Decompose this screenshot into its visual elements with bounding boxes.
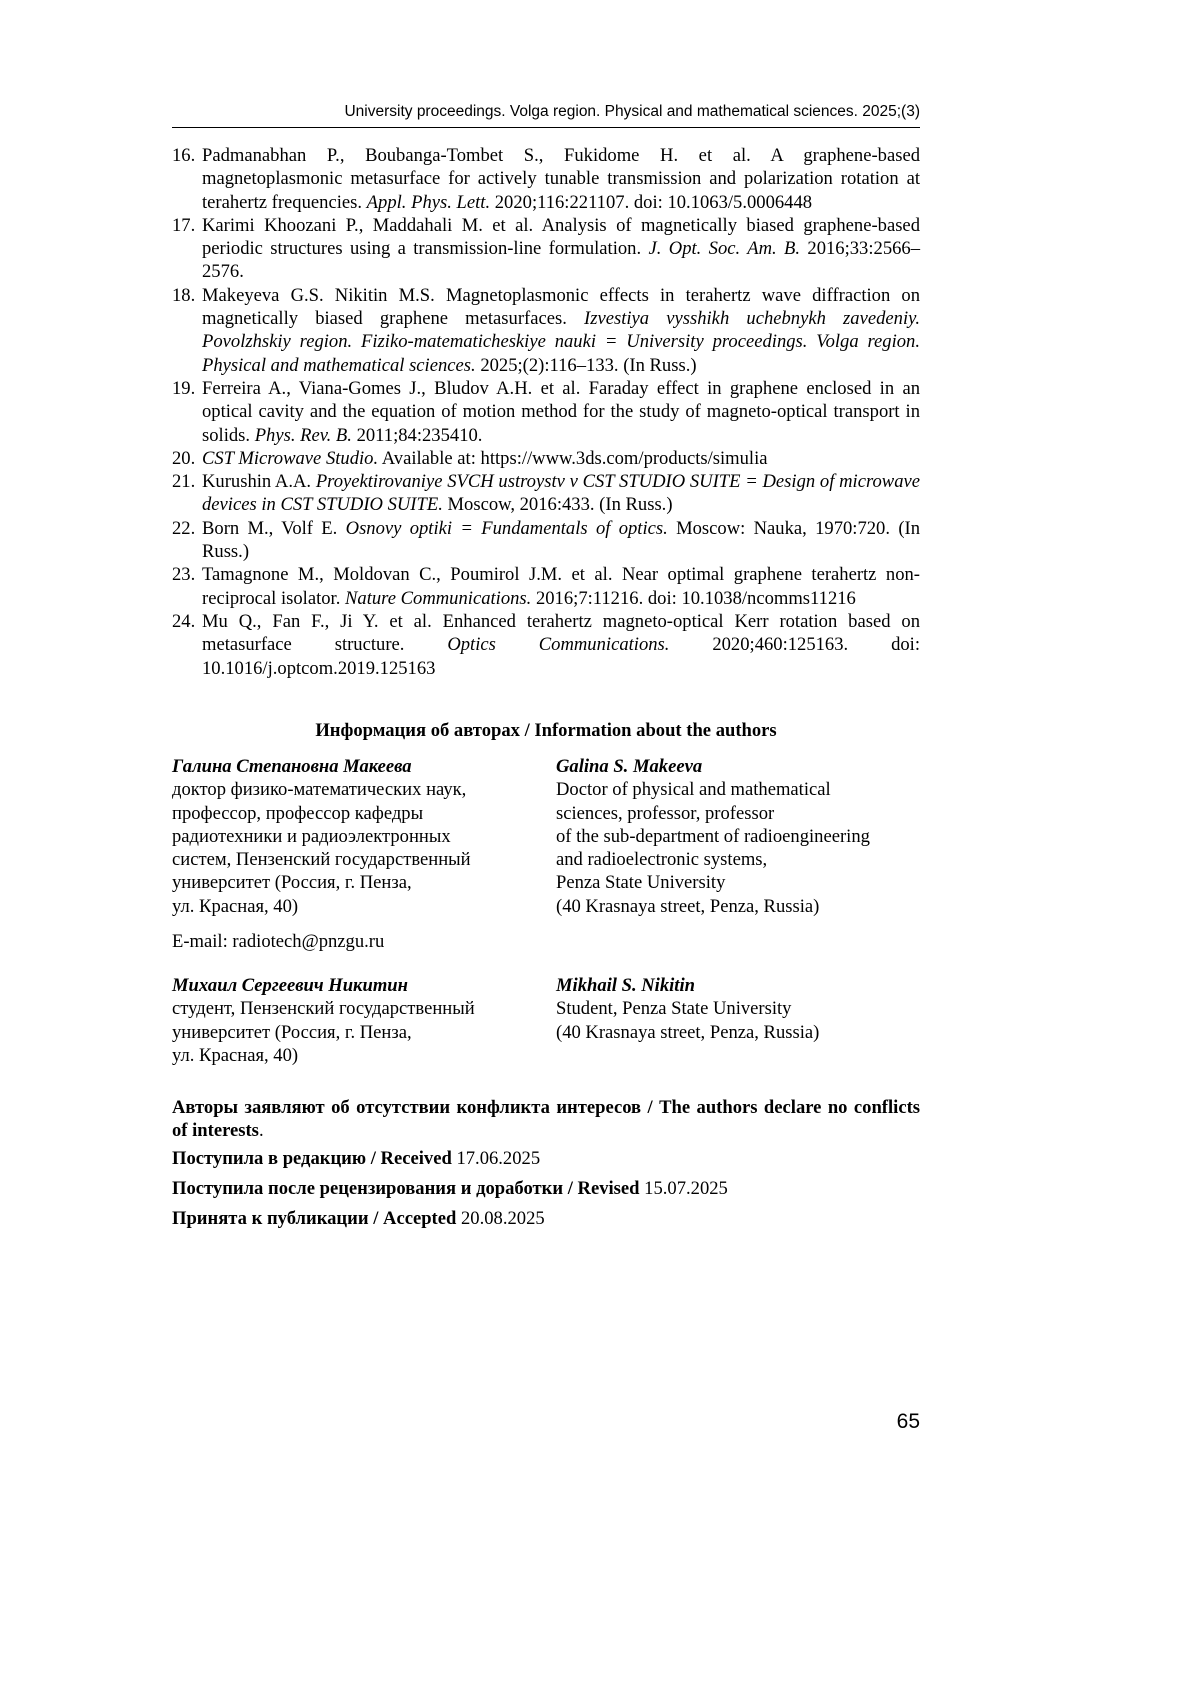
reference-text: Tamagnone M., Moldovan C., Poumirol J.M. et al. Near optimal graphene terahertz non-reciprocal isolator. (202, 564, 920, 609)
reference-item (172, 284, 920, 377)
reference-text: Karimi Khoozani P., Maddahali M. et al. Analysis of magnetically biased graphene-based periodic structures using a transmission-line formulation. (202, 214, 920, 260)
reference-text: Moscow, 2016:433. (In Russ.) (442, 494, 673, 516)
reference-text: 2020;460:125163. doi: 10.1016/j.optcom.2019.125163 (202, 634, 920, 679)
author1-ru-line: профессор, профессор кафедры (172, 802, 424, 824)
reference-source-italic: Nature Communications. (345, 587, 532, 609)
reference-text: Kurushin A.A. (202, 471, 316, 493)
reference-text: 2011;84:235410. (351, 424, 483, 446)
revised-line (172, 1177, 920, 1200)
reference-text: Makeyeva G.S. Nikitin M.S. Magnetoplasmonic effects in terahertz wave diffraction on magnetically biased graphene metasurfaces. (202, 284, 920, 330)
author2-en-block (556, 974, 920, 1044)
author1-en-line: sciences, professor, professor (556, 802, 775, 824)
reference-source-italic: Appl. Phys. Lett. (366, 191, 491, 213)
author1-en-line: (40 Krasnaya street, Penza, Russia) (556, 895, 820, 917)
author1-en-line: Doctor of physical and mathematical (556, 779, 831, 801)
conflict-period: . (258, 1120, 264, 1142)
reference-text: Mu Q., Fan F., Ji Y. et al. Enhanced terahertz magneto-optical Kerr rotation based on metasurface structure. (202, 610, 920, 656)
reference-list (172, 144, 920, 680)
conflict-statement (172, 1096, 920, 1143)
reference-text: 2016;7:11216. doi: 10.1038/ncomms11216 (531, 587, 856, 609)
reference-text: Born M., Volf E. (202, 517, 346, 539)
accepted-line (172, 1207, 920, 1230)
reference-source-italic: Izvestiya vysshikh uchebnykh zavedeniy. Povolzhskiy region. Fiziko-matematicheskiye nauki = University proceedings. Volga region. Physical and mathematical sciences. (202, 308, 920, 376)
reference-number: 19. (172, 377, 196, 399)
reference-source-italic: Optics Communications. (447, 634, 670, 656)
reference-number: 23. (172, 564, 196, 586)
reference-item (172, 517, 920, 564)
running-head: University proceedings. Volga region. Physical and mathematical sciences. 2025;(3) (344, 103, 920, 120)
author2-ru-line: студент, Пензенский государственный (172, 998, 475, 1020)
reference-item (172, 610, 920, 680)
author1-ru-line: систем, Пензенский государственный (172, 849, 471, 871)
reference-item (172, 214, 920, 284)
revised-date: 15.07.2025 (639, 1178, 728, 1199)
reference-item (172, 470, 920, 517)
reference-item (172, 563, 920, 610)
reference-number: 22. (172, 517, 196, 539)
reference-source-italic: Osnovy optiki = Fundamentals of optics. (345, 517, 668, 539)
author1-ru-line: радиотехники и радиоэлектронных (172, 825, 451, 847)
reference-item (172, 447, 920, 470)
reference-number: 17. (172, 214, 196, 236)
author2-name-ru: Михаил Сергеевич Никитин (172, 975, 408, 996)
reference-number: 16. (172, 145, 196, 166)
reference-source-italic: Proyektirovaniye SVCH ustroystv v CST STUDIO SUITE = Design of microwave devices in CST STUDIO SUITE. (202, 471, 920, 516)
received-date: 17.06.2025 (451, 1148, 541, 1169)
author1-name-ru: Галина Степановна Макеева (172, 756, 412, 777)
reference-text: 2025;(2):116–133. (In Russ.) (475, 354, 697, 376)
author1-name-en: Galina S. Makeeva (556, 756, 703, 777)
reference-source-italic: J. Opt. Soc. Am. B. (648, 238, 801, 260)
reference-source-italic: CST Microwave Studio. (202, 447, 379, 469)
reference-text: Ferreira A., Viana-Gomes J., Bludov A.H. et al. Faraday effect in graphene enclosed in an optical cavity and the equation of motion method for the study of magneto-optical transport in solids. (202, 377, 920, 446)
reference-source-italic: Phys. Rev. B. (254, 424, 352, 446)
author2-en-line: Student, Penza State University (556, 998, 792, 1020)
author2-ru-line: ул. Красная, 40) (172, 1044, 299, 1066)
author1-email: E-mail: radiotech@pnzgu.ru (172, 931, 385, 952)
author2-ru-line: университет (Россия, г. Пенза, (172, 1021, 412, 1043)
reference-item (172, 377, 920, 447)
header-rule (172, 127, 920, 128)
page-number: 65 (896, 1410, 920, 1433)
author1-en-line: of the sub-department of radioengineering (556, 825, 870, 847)
authors-section-title: Информация об авторах / Information about the authors (315, 720, 777, 741)
author1-ru-line: ул. Красная, 40) (172, 895, 299, 917)
author2-en-line: (40 Krasnaya street, Penza, Russia) (556, 1021, 820, 1043)
author1-ru-line: доктор физико-математических наук, (172, 779, 467, 801)
reference-text: Moscow: Nauka, 1970:720. (In Russ.) (202, 517, 920, 563)
author2-ru-block (172, 974, 532, 1067)
author1-ru-block (172, 755, 532, 918)
author1-en-block (556, 755, 920, 918)
reference-text: Padmanabhan P., Boubanga-Tombet S., Fukidome H. et al. A graphene-based magnetoplasmonic metasurface for actively tunable transmission and polarization rotation at terahertz frequencies. (202, 145, 920, 213)
reference-text: Available at: https://www.3ds.com/products/simulia (378, 447, 768, 469)
reference-number: 21. (172, 471, 196, 493)
received-label: Поступила в редакцию / Received (172, 1148, 452, 1169)
author2-name-en: Mikhail S. Nikitin (556, 975, 695, 996)
reference-number: 24. (172, 610, 196, 632)
author1-ru-line: университет (Россия, г. Пенза, (172, 872, 412, 894)
reference-number: 18. (172, 284, 196, 306)
conflict-text: Авторы заявляют об отсутствии конфликта интересов / The authors declare no conflicts of interests (172, 1097, 920, 1142)
accepted-label: Принята к публикации / Accepted (172, 1208, 457, 1229)
reference-text: 2016;33:2566–2576. (202, 238, 921, 283)
reference-item (172, 144, 920, 214)
accepted-date: 20.08.2025 (456, 1208, 545, 1229)
reference-number: 20. (172, 447, 196, 469)
received-line (172, 1147, 920, 1170)
revised-label: Поступила после рецензирования и доработки / Revised (172, 1178, 640, 1199)
author1-en-line: Penza State University (556, 872, 726, 894)
reference-text: 2020;116:221107. doi: 10.1063/5.0006448 (490, 191, 813, 213)
author1-en-line: and radioelectronic systems, (556, 849, 768, 871)
